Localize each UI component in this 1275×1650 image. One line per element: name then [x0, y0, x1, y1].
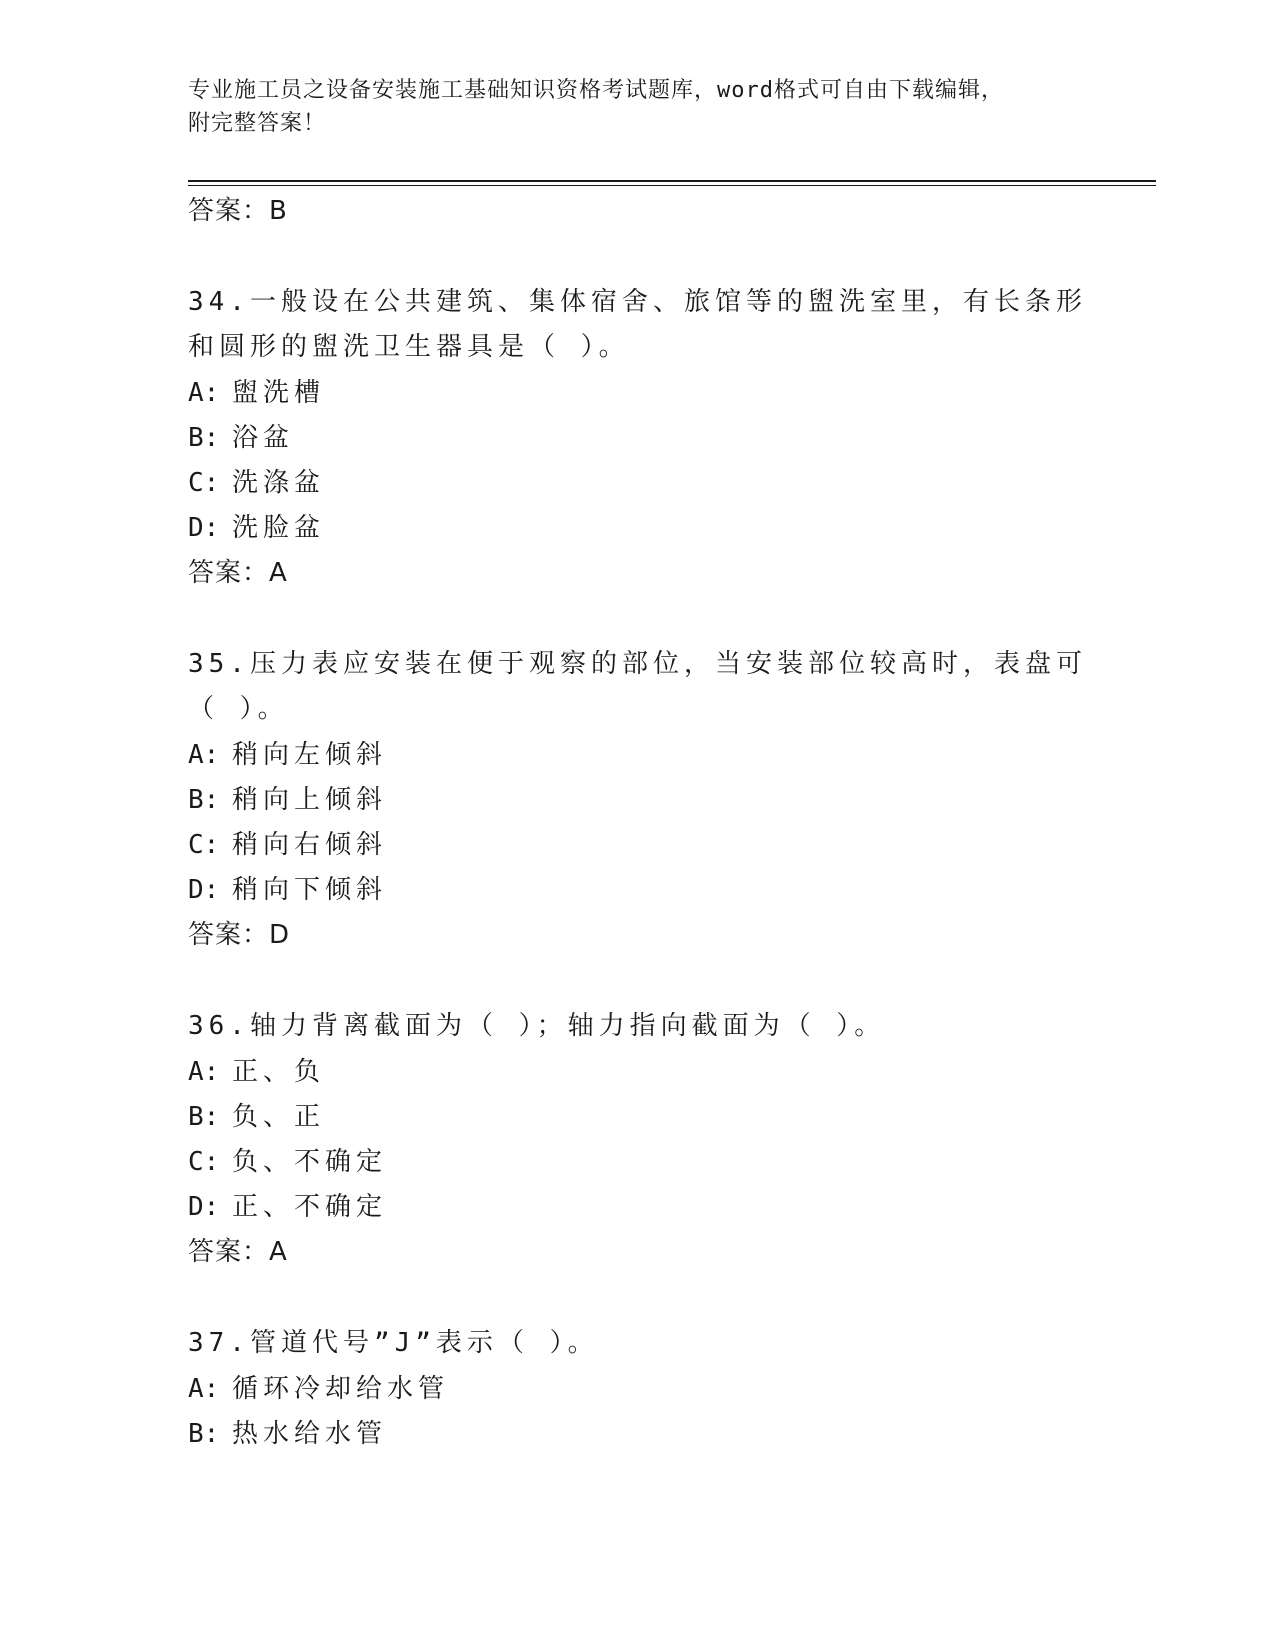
- option-text: 洗脸盆: [232, 513, 326, 543]
- question-34: [188, 280, 1088, 596]
- option-letter: A:: [188, 378, 220, 408]
- page-header: [188, 74, 1088, 140]
- option-letter: C:: [188, 830, 220, 860]
- answer-line: 答案：D: [188, 920, 291, 950]
- option-c: [188, 823, 1088, 868]
- option-letter: D:: [188, 1192, 220, 1222]
- option-text: 稍向右倾斜: [232, 830, 388, 860]
- header-rule-thick: [188, 180, 1156, 182]
- option-letter: D:: [188, 513, 220, 543]
- option-a: [188, 371, 1088, 416]
- option-text: 负、不确定: [232, 1147, 388, 1177]
- option-letter: B:: [188, 423, 220, 453]
- option-letter: D:: [188, 875, 220, 905]
- answer-line: 答案：A: [188, 558, 288, 588]
- option-b: [188, 778, 1088, 823]
- header-line-1: 专业施工员之设备安装施工基础知识资格考试题库，word格式可自由下载编辑，: [188, 78, 1004, 103]
- answer-line: 答案：B: [188, 196, 288, 226]
- option-text: 热水给水管: [232, 1419, 388, 1449]
- option-a: [188, 733, 1088, 778]
- option-c: [188, 1140, 1088, 1185]
- option-a: [188, 1050, 1088, 1095]
- option-b: [188, 1412, 1088, 1457]
- option-text: 盥洗槽: [232, 378, 326, 408]
- header-line-2: 附完整答案！: [188, 111, 327, 136]
- option-d: [188, 868, 1088, 913]
- question-stem: 35.压力表应安装在便于观察的部位，当安装部位较高时，表盘可（ ）。: [188, 649, 1087, 724]
- answer-line: 答案：A: [188, 1237, 288, 1267]
- question-36: [188, 1004, 1088, 1275]
- option-b: [188, 416, 1088, 461]
- option-letter: A:: [188, 1057, 220, 1087]
- option-a: [188, 1367, 1088, 1412]
- option-text: 循环冷却给水管: [232, 1374, 450, 1404]
- option-text: 负、正: [232, 1102, 326, 1132]
- option-letter: B:: [188, 1419, 220, 1449]
- option-d: [188, 506, 1088, 551]
- option-b: [188, 1095, 1088, 1140]
- question-stem: 36.轴力背离截面为（ ）；轴力指向截面为（ ）。: [188, 1011, 886, 1041]
- option-text: 稍向上倾斜: [232, 785, 388, 815]
- option-text: 洗涤盆: [232, 468, 326, 498]
- option-text: 浴盆: [232, 423, 295, 453]
- question-list: [188, 189, 1088, 1457]
- option-c: [188, 461, 1088, 506]
- option-letter: A:: [188, 1374, 220, 1404]
- option-d: [188, 1185, 1088, 1230]
- option-letter: B:: [188, 785, 220, 815]
- option-letter: C:: [188, 1147, 220, 1177]
- option-text: 正、负: [232, 1057, 326, 1087]
- option-text: 稍向下倾斜: [232, 875, 388, 905]
- question-37: [188, 1321, 1088, 1457]
- question-stem: 34.一般设在公共建筑、集体宿舍、旅馆等的盥洗室里，有长条形和圆形的盥洗卫生器具是（ ）。: [188, 287, 1087, 362]
- option-letter: C:: [188, 468, 220, 498]
- option-letter: B:: [188, 1102, 220, 1132]
- question-35: [188, 642, 1088, 958]
- header-rule-thin: [188, 185, 1156, 186]
- question-stem: 37.管道代号”J”表示（ ）。: [188, 1328, 599, 1358]
- option-text: 正、不确定: [232, 1192, 388, 1222]
- option-letter: A:: [188, 740, 220, 770]
- option-text: 稍向左倾斜: [232, 740, 388, 770]
